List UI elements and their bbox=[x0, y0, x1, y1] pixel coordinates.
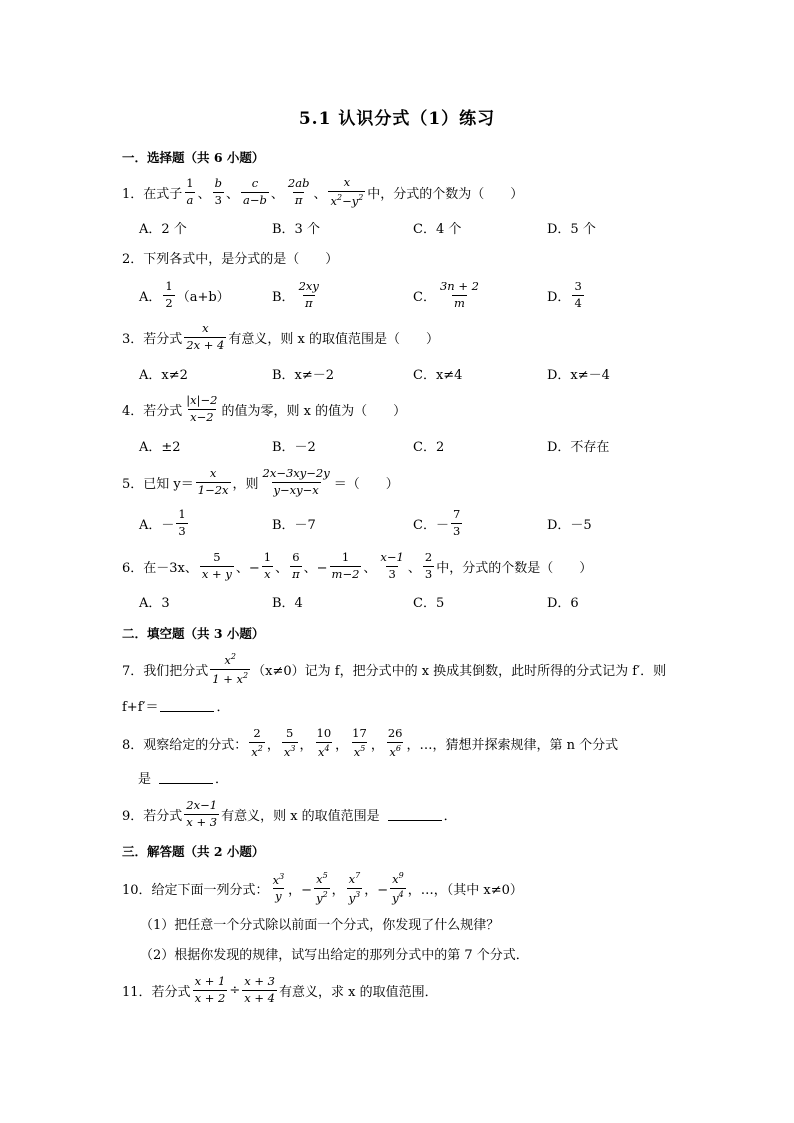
q5-given-fraction: $\frac{x}{1-2x}$ bbox=[197, 466, 229, 497]
question-10: 10． 给定下面一列分式： $\frac{x^3}{y}$ ，− $\frac{x^5}{y^2}$ ， $\frac{x^7}{y^3}$ ，− $\frac{x^9}{y^4}$ ，…，（其中 x≠0） bbox=[122, 871, 523, 905]
question-2: 2．下列各式中，是分式的是（ ） bbox=[122, 251, 339, 267]
q3-option-c[interactable]: C．x≠4 bbox=[413, 367, 463, 383]
q6-options bbox=[139, 584, 609, 618]
question-3: 3． 若分式 $\frac{x}{2x + 4}$ 有意义，则 x 的取值范围是（ ） bbox=[122, 321, 439, 352]
q7-fraction: $\frac{x^2}{1 + x^2}$ bbox=[212, 652, 249, 686]
q4-option-d[interactable]: D．不存在 bbox=[547, 439, 610, 455]
section-fill: 二．填空题（共 3 小题） bbox=[122, 626, 265, 641]
q8-answer-blank[interactable] bbox=[159, 771, 213, 784]
q5-option-c[interactable]: C．－ $\frac{7}{3}$ bbox=[413, 507, 461, 538]
section-solve: 三．解答题（共 2 小题） bbox=[122, 844, 265, 859]
q9-answer-blank[interactable] bbox=[388, 808, 442, 821]
q1-option-d[interactable]: D．5 个 bbox=[547, 221, 596, 237]
q1-prefix: 在式子 bbox=[143, 186, 183, 202]
q6-option-b[interactable]: B．4 bbox=[272, 595, 303, 611]
q1-expr-c-over-a-minus-b: $\frac{c}{a-b}$ bbox=[243, 176, 267, 207]
q1-option-a[interactable]: A．2 个 bbox=[139, 221, 187, 237]
q9-fraction: $\frac{2x-1}{x + 3}$ bbox=[186, 798, 218, 829]
q1-expr-2ab-over-pi: $\frac{2ab}{\pi}$ bbox=[287, 176, 310, 207]
q4-options bbox=[139, 428, 609, 462]
q3-option-d[interactable]: D．x≠－4 bbox=[547, 367, 610, 383]
question-9: 9． 若分式 $\frac{2x-1}{x + 3}$ 有意义，则 x 的取值范围是 ． bbox=[122, 798, 457, 829]
q5-options bbox=[139, 506, 609, 544]
page-title: 5.1 认识分式（1）练习 bbox=[298, 109, 496, 129]
q4-option-c[interactable]: C．2 bbox=[413, 439, 445, 455]
q3-options bbox=[139, 356, 609, 390]
question-8: 8． 观察给定的分式： $\frac{2}{x^2}$ ， $\frac{5}{x^3}$ ， $\frac{10}{x^4}$ ， $\frac{17}{x^5}$ ， $\frac{26}{x^6}$ ，…，猜想并探索规律，第 n 个分式 bbox=[122, 726, 619, 759]
q3-option-a[interactable]: A．x≠2 bbox=[139, 367, 188, 383]
question-5: 5． 已知 y＝ $\frac{x}{1-2x}$ ，则 $\frac{2x-3xy-2y}{y-xy-x}$ ＝（ ） bbox=[122, 466, 399, 497]
q5-target-fraction: $\frac{2x-3xy-2y}{y-xy-x}$ bbox=[262, 466, 330, 497]
q1-number: 1． bbox=[122, 186, 144, 202]
q1-expr-x-over-x2-minus-y2: $\frac{x}{x^2-y^2}$ bbox=[330, 175, 364, 208]
q5-option-b[interactable]: B．－7 bbox=[272, 517, 316, 533]
q1-option-c[interactable]: C．4 个 bbox=[413, 221, 462, 237]
q1-options bbox=[139, 210, 609, 244]
q2-option-c[interactable]: C． $\frac{3n + 2}{m}$ bbox=[413, 279, 479, 310]
question-7: 7． 我们把分式 $\frac{x^2}{1 + x^2}$ （x≠0）记为 f，把分式中的 x 换成其倒数，此时所得的分式记为 f′．则 bbox=[122, 652, 667, 686]
q2-option-a[interactable]: A． $\frac{1}{2}$ （a+b） bbox=[139, 279, 230, 310]
q5-option-d[interactable]: D．－5 bbox=[547, 517, 592, 533]
q4-fraction: $\frac{|x|-2}{x-2}$ bbox=[186, 393, 218, 424]
q2-options bbox=[139, 278, 609, 316]
question-6: 6． 在－3x、 $\frac{5}{x + y}$ 、− $\frac{1}{x}$ 、 $\frac{6}{\pi}$ 、− $\frac{1}{m-2}$ 、 $\frac{x-1}{3}$ 、 $\frac{2}{3}$ 中，分式的个数是（ ） bbox=[122, 550, 593, 581]
question-8-line-2: 是 ． bbox=[138, 771, 229, 787]
q1-option-b[interactable]: B．3 个 bbox=[272, 221, 320, 237]
q4-option-b[interactable]: B．－2 bbox=[272, 439, 316, 455]
q4-option-a[interactable]: A．±2 bbox=[139, 439, 181, 455]
question-11: 11． 若分式 $\frac{x + 1}{x + 2}$ ÷ $\frac{x + 3}{x + 4}$ 有意义，求 x 的取值范围． bbox=[122, 974, 438, 1005]
question-7-line-2: f+f′＝ ． bbox=[122, 699, 230, 715]
q3-fraction: $\frac{x}{2x + 4}$ bbox=[186, 321, 225, 352]
q10-subquestion-2: （2）根据你发现的规律，试写出给定的那列分式中的第 7 个分式． bbox=[140, 948, 529, 963]
q6-option-d[interactable]: D．6 bbox=[547, 595, 579, 611]
q6-option-c[interactable]: C．5 bbox=[413, 595, 445, 611]
q2-option-d[interactable]: D． $\frac{3}{4}$ bbox=[547, 279, 582, 310]
q7-answer-blank[interactable] bbox=[160, 699, 214, 712]
q2-option-b[interactable]: B． $\frac{2xy}{\pi}$ bbox=[272, 279, 319, 310]
q5-option-a[interactable]: A．－ $\frac{1}{3}$ bbox=[139, 507, 186, 538]
q10-subquestion-1: （1）把任意一个分式除以前面一个分式，你发现了什么规律？ bbox=[140, 918, 500, 933]
question-4: 4． 若分式 $\frac{|x|-2}{x-2}$ 的值为零，则 x 的值为（ ） bbox=[122, 393, 407, 424]
q1-expr-b-over-3: $\frac{b}{3}$ bbox=[214, 176, 223, 207]
q1-suffix: 中，分式的个数为（ ） bbox=[367, 186, 524, 202]
question-1: 1． 在式子 $\frac{1}{a}$ 、 $\frac{b}{3}$ 、 $\frac{c}{a-b}$ 、 $\frac{2ab}{\pi}$ 、 $\frac{x}{x^2-y^2}$ 中，分式的个数为（ ） bbox=[122, 175, 524, 208]
section-choice: 一．选择题（共 6 小题） bbox=[122, 150, 265, 165]
q3-option-b[interactable]: B．x≠－2 bbox=[272, 367, 335, 383]
q6-option-a[interactable]: A．3 bbox=[139, 595, 170, 611]
q1-expr-1-over-a: $\frac{1}{a}$ bbox=[186, 176, 194, 207]
